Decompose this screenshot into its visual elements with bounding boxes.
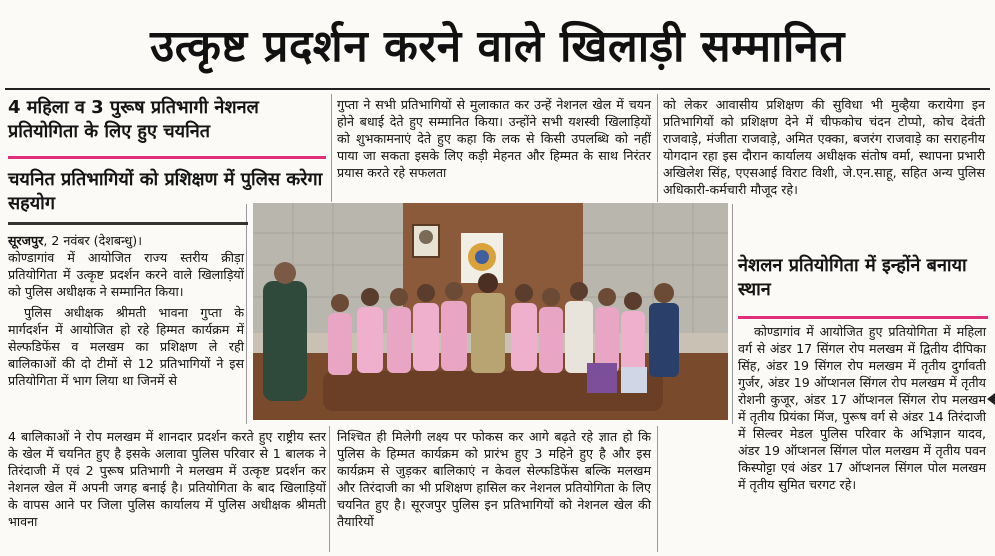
- photo-illustration: [253, 203, 728, 420]
- column-divider: [329, 426, 330, 552]
- headline: उत्कृष्ट प्रदर्शन करने वाले खिलाड़ी सम्मानित: [150, 21, 845, 72]
- headline-rule: [5, 88, 990, 90]
- paragraph: निश्चित ही मिलेगी लक्ष्य पर फोकस कर आगे बढ़ते रहे ज्ञात हो कि पुलिस के हिम्मत कार्यक्रम को प्रारंभ हुए 3 महिने हुए है और इस कार्यक्रम से जुड़कर बालिकाएं न केवल सेल्फडिफेंस बल्कि मलखम और तिरंदाजी का भी प्रशिक्षण हासिल कर नेशनल प्रतियोगिता के लिए चयनित हुए है। सूरजपुर पुलिस इन प्रतिभागियों को नेशनल खेल की तैयारियों: [337, 429, 651, 529]
- article-bottom-left: [8, 428, 326, 530]
- column-divider: [732, 204, 733, 424]
- paragraph: को लेकर आवासीय प्रशिक्षण की सुविधा भी मुव्हैया करायेगा इन प्रतिभागियों को प्रशिक्षण देने में चीफकोच चंदन टोप्पो, कोच देवंती राजवाड़े, मंजीता राजवाड़े, अमित एक्का, बजरंग राजवाड़े का सराहनीय योगदान रहा इस दौरान कार्यालय अधीक्षक संतोष वर्मा, स्थापना प्रभारी अखिलेश सिंह, एएसआई विराट विशी, जे.एन.साहू, सहित अन्य पुलिस अधिकारी-कर्मचारी मौजूद रहे।: [663, 97, 985, 197]
- heading-underline: [8, 222, 248, 225]
- article-column-3-bottom: [738, 323, 986, 493]
- paragraph: कोण्डागांव में आयोजित हुए प्रतियोगिता में महिला वर्ग से अंडर 17 सिंगल रोप मलखम में द्वितीय दीपिका सिंह, अंडर 19 सिंगल रोप मलखम में तृतीय दुर्गावती गुर्जर, अंडर 19 ऑप्शनल सिंगल रोप मलखम में तृतीय रोशनी कुजूर, अंडर 17 ऑप्शनल सिंगल रोप मलखम में तृतीय प्रियंका मिंज, पुरूष वर्ग से अंडर 14 तिरंदाजी में सिल्वर मेडल पुलिस परिवार के अभिज्ञान यादव, अंडर 19 ऑप्शनल सिंगल पोल मलखम में तृतीय पवन किस्पोट्टा एवं अंडर 17 ऑप्शनल सिंगल पोल मलखम में तृतीय सुमित चरगट रहे।: [738, 324, 986, 492]
- accent-bar: [8, 156, 326, 159]
- article-column-1: [8, 232, 244, 389]
- article-column-2: [337, 96, 651, 181]
- subheadline-selection: 4 महिला व 3 पुरूष प्रतिभागी नेशनल प्रतियोगिता के लिए हुए चयनित: [8, 97, 259, 142]
- article-bottom-middle: [337, 428, 651, 530]
- column-divider: [657, 94, 658, 202]
- article-column-3: [663, 96, 985, 198]
- column-divider: [331, 94, 332, 202]
- dateline-place: सूरजपुर: [8, 233, 44, 248]
- accent-bar: [738, 316, 988, 319]
- paragraph: गुप्ता ने सभी प्रतिभागियों से मुलाकात कर उन्हें नेशनल खेल में चयन होने बधाई देते हुए सम्मानित किया। उन्होंने सभी यशस्वी खिलाड़ियों को शुभकामनाएं देते हुए कहा कि लक से किसी उपलब्धि को नहीं पाया जा सकता इसके लिए कड़ी मेहनत और हिम्मत के साथ निरंतर प्रयास करते रहे सफलता: [337, 97, 651, 180]
- paragraph: 4 बालिकाओं ने रोप मलखम में शानदार प्रदर्शन करते हुए राष्ट्रीय स्तर के खेल में चयनित हुए है इसके अलावा पुलिस परिवार से 1 बालक ने तिरंदाजी में एवं 2 पुरूष प्रतिभागी ने मलखम में उत्कृष्ट प्रदर्शन कर नेशनल खेल में अपनी जगह बनाई है। प्रतियोगिता के बाद खिलाड़ियों के वापस आने पर जिला पुलिस कार्यालय में पुलिस अधीक्षक श्रीमती भावना: [8, 429, 326, 529]
- column-divider: [246, 204, 247, 424]
- subheadline-training: चयनित प्रतिभागियों को प्रशिक्षण में पुलिस करेगा सहयोग: [8, 169, 323, 214]
- paragraph: पुलिस अधीक्षक श्रीमती भावना गुप्ता के मार्गदर्शन में आयोजित हो रहे हिम्मत कार्यक्रम में सेल्फडिफेंस व मलखम का प्रशिक्षण ले रही बालिकाओं की दो टीमों से 12 प्रतिभागियों ने इस प्रतियोगिता में भाग लिया था जिनमें से: [8, 305, 244, 388]
- paragraph: कोण्डागांव में आयोजित राज्य स्तरीय क्रीड़ा प्रतियोगिता में उत्कृष्ट प्रदर्शन करने वाले खिलाड़ियों को पुलिस अधीक्षक ने सम्मानित किया।: [8, 250, 244, 299]
- news-photo: [253, 203, 728, 420]
- subheadline-winners: नेशलन प्रतियोगिता में इन्होंने बनाया स्थान: [738, 255, 967, 300]
- dateline-date: , 2 नवंबर (देशबन्धु)।: [43, 233, 142, 248]
- edge-arrow-icon: [987, 393, 995, 405]
- column-divider: [657, 426, 658, 552]
